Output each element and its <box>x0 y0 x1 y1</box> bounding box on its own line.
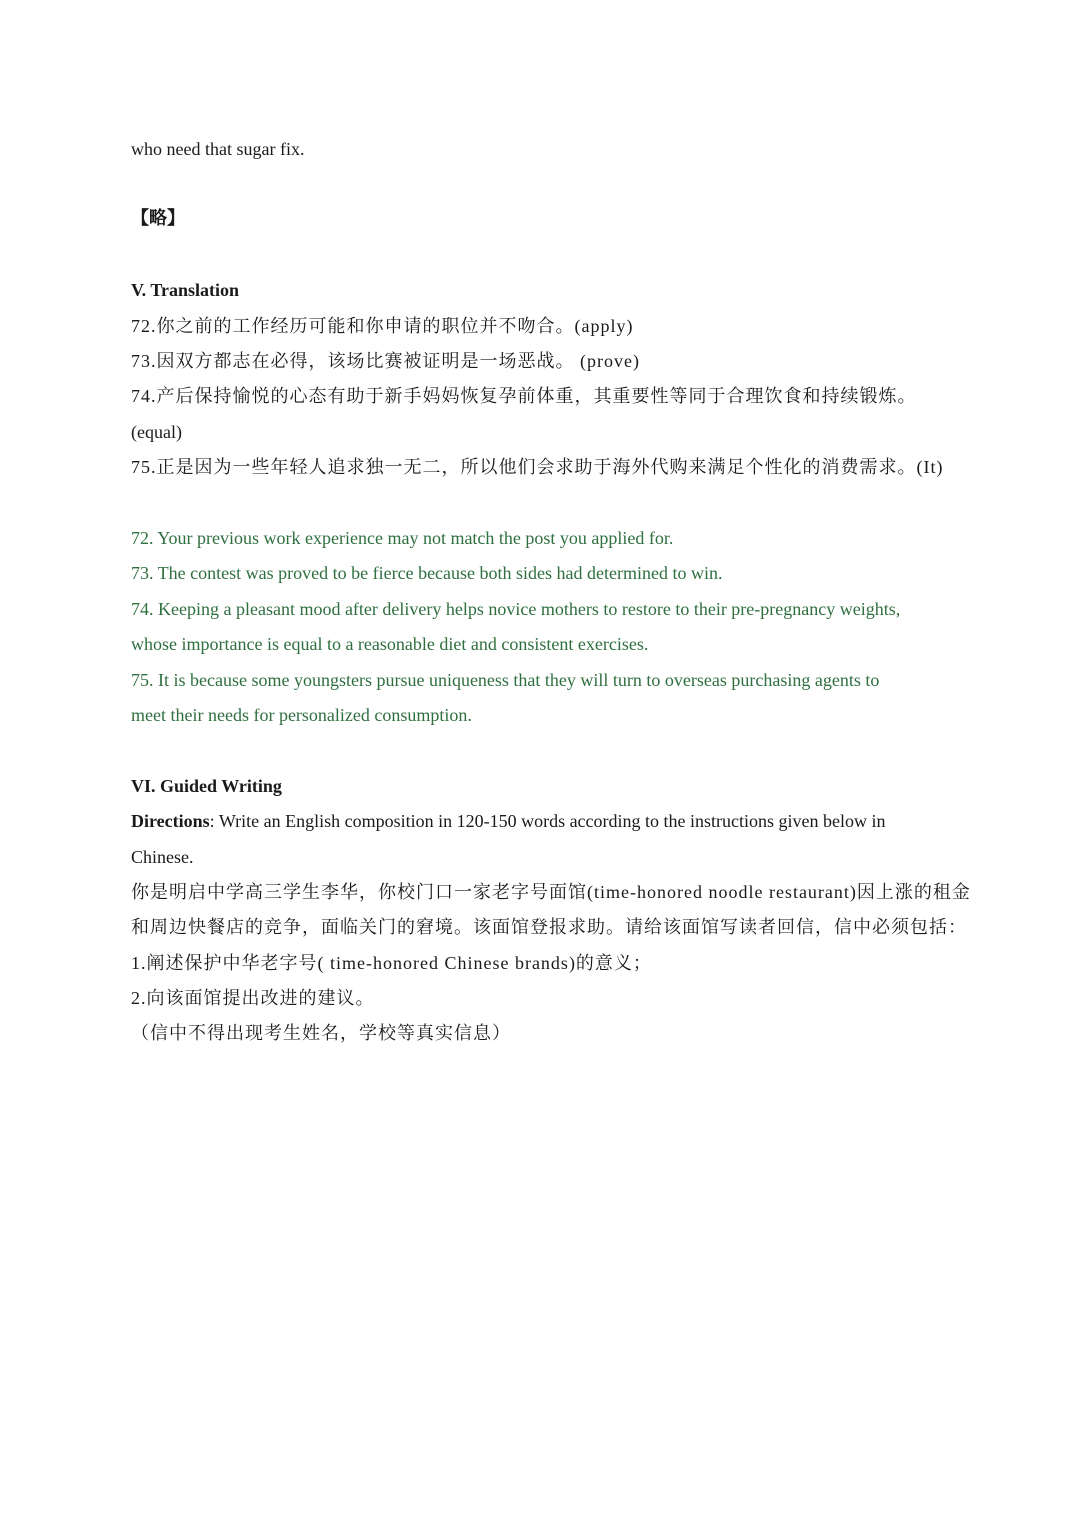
writing-heading: VI. Guided Writing <box>131 776 282 796</box>
directions-line <box>131 809 886 833</box>
translation-item-74: 74.产后保持愉悦的心态有助于新手妈妈恢复孕前体重，其重要性等同于合理饮食和持续锻炼。 <box>131 386 917 406</box>
directions-line-2: Chinese. <box>131 847 194 867</box>
omitted-marker: 【略】 <box>131 208 185 228</box>
writing-prompt-line-2: 和周边快餐店的竞争，面临关门的窘境。该面馆登报求助。请给该面馆写读者回信，信中必须包括： <box>131 917 967 937</box>
writing-prompt-note: （信中不得出现考生姓名，学校等真实信息） <box>131 1023 511 1043</box>
translation-item-75: 75.正是因为一些年轻人追求独一无二，所以他们会求助于海外代购来满足个性化的消费需求。(It) <box>131 457 944 477</box>
writing-prompt-point-2: 2.向该面馆提出改进的建议。 <box>131 988 375 1008</box>
translation-item-74-hint: (equal) <box>131 422 182 442</box>
directions-label: Directions <box>131 811 210 831</box>
directions-text: : Write an English composition in 120-150 words according to the instructions given below in <box>209 811 886 831</box>
previous-answer-tail: who need that sugar fix. <box>131 139 305 159</box>
answer-75: 75. It is because some youngsters pursue uniqueness that they will turn to overseas purchasing agents to <box>131 670 880 690</box>
writing-prompt-point-1: 1.阐述保护中华老字号( time-honored Chinese brands)的意义； <box>131 953 652 973</box>
translation-heading: V. Translation <box>131 280 240 300</box>
translation-item-73: 73.因双方都志在必得，该场比赛被证明是一场恶战。 (prove) <box>131 351 640 371</box>
answer-74: 74. Keeping a pleasant mood after delivery helps novice mothers to restore to their pre-pregnancy weights, <box>131 599 901 619</box>
translation-item-72: 72.你之前的工作经历可能和你申请的职位并不吻合。(apply) <box>131 316 634 336</box>
answer-72: 72. Your previous work experience may not match the post you applied for. <box>131 528 674 548</box>
writing-prompt-line-1: 你是明启中学高三学生李华，你校门口一家老字号面馆(time-honored noodle restaurant)因上涨的租金 <box>131 882 971 902</box>
answer-75-continued: meet their needs for personalized consumption. <box>131 705 472 725</box>
answer-74-continued: whose importance is equal to a reasonable diet and consistent exercises. <box>131 634 649 654</box>
answer-73: 73. The contest was proved to be fierce because both sides had determined to win. <box>131 563 723 583</box>
